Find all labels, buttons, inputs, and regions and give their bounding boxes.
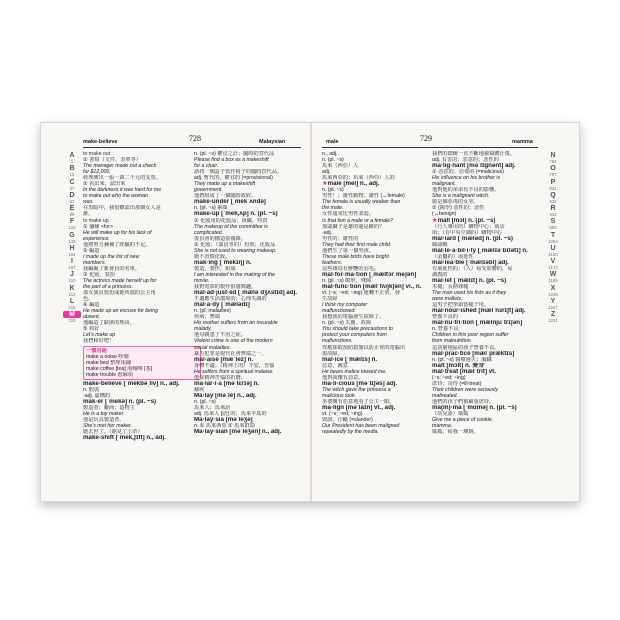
entry-text: 他母親患了不治之症。 — [194, 332, 246, 339]
entry-text: ① 惡意的；惡毒的 (=malicious) — [432, 169, 504, 176]
index-letter-y: Y — [550, 297, 556, 305]
index-letter-a: A — [69, 152, 75, 159]
entry-text: (~s; ~ed; ~ing) — [432, 374, 466, 381]
index-page-number: 1173 — [548, 265, 558, 270]
entry-text: Children in this poor region suffer — [432, 332, 509, 339]
entry-text: She is not used to wearing makeup. — [194, 247, 277, 254]
entry-text: She's met her maker. — [83, 423, 132, 430]
entry-text: They had their first male child. — [322, 241, 392, 248]
entry-text: n. (pl. ~s) — [194, 398, 216, 405]
entry-text: -adj. — [322, 229, 333, 236]
entry-text: 男性的；雄性的 — [322, 235, 359, 242]
entry-text: ma·lar·i·a [məˈlɛrɪə] n. — [194, 380, 260, 387]
left-letter-index — [63, 151, 81, 323]
entry-text: I made up the list of new — [83, 253, 140, 260]
entry-text: 這男子把拳頭當槌子用。 — [432, 302, 490, 309]
entry-text: 她去世了。（她見了上帝） — [83, 429, 143, 436]
definition-line — [83, 338, 201, 344]
entry-text: malady. — [194, 326, 212, 333]
entry-text: male [mel] n., adj. — [327, 181, 380, 188]
right-column-2 — [432, 151, 550, 435]
entry-text: for a chair. — [194, 163, 219, 170]
entry-text: the part of a princess. — [83, 284, 133, 291]
entry-text: 街；（有中央空調的）購物中心 — [432, 229, 503, 236]
index-page-number: 722 — [68, 318, 76, 323]
right-page-header — [312, 134, 581, 147]
entry-text: Our President has been maligned — [322, 423, 400, 430]
entry-text: ① 書寫（文件、表單等） — [83, 157, 141, 164]
entry-text: He is a toy maker. — [83, 410, 125, 417]
index-page-number: 784 — [549, 159, 557, 164]
entry-text: make-believe [ˈmekbəˌliv] n., adj. — [83, 380, 180, 387]
entry-text: adj. — [322, 169, 331, 176]
index-page-number: 89 — [69, 212, 75, 217]
entry-text: 身體不適；（精神上的）不安，苦惱 — [194, 362, 275, 369]
entry-text: repeatedly by the media. — [322, 429, 379, 436]
usage-box — [83, 346, 201, 380]
entry-text: make-under [ˌmekˈʌndə] — [194, 199, 266, 206]
entry-text: He made up an excuse for being — [83, 308, 158, 315]
entry-text: to make out — [83, 151, 111, 157]
entry-text: mal·a·dy [ˈmælədɪ] — [194, 302, 250, 309]
entry-text: n. (pl. ~s) — [322, 157, 344, 164]
entry-text: 經理開出一張一萬二千元的支票。 — [83, 175, 161, 182]
index-page-number: 925 — [549, 198, 557, 204]
entry-text: 生故障 — [322, 296, 338, 303]
entry-text: I think my computer — [322, 302, 368, 309]
entry-text: absent. — [83, 314, 101, 321]
entry-text: malt [mɔlt] n. 麥芽 — [432, 362, 485, 369]
entry-text: 他編造了缺席的理由。 — [83, 320, 135, 327]
entry-text: n. (pl. ~s) 權宜之計；臨時的替代品 — [194, 151, 275, 157]
index-page-number: 1094 — [548, 238, 558, 244]
index-letter-s: S — [550, 218, 556, 226]
entry-text: Let's make up — [83, 332, 116, 339]
usage-line: 一慣用語 — [86, 347, 107, 354]
right-page-number: 729 — [420, 134, 432, 143]
usage-line: make coffee [tea] 泡咖啡 [茶] — [86, 365, 153, 372]
entry-text: Violent crime is one of the modern — [194, 338, 273, 345]
entry-text: mal·lea·ble [ˈmælɪəbl] adj. — [432, 259, 509, 266]
index-page-number: 122 — [68, 225, 76, 231]
index-page-number: 1189 — [548, 278, 558, 284]
entry-text: 委員會的構造很複雜。 — [194, 235, 246, 242]
entry-text: members. — [83, 259, 107, 266]
left-guide-word: make-believe — [83, 139, 118, 145]
left-page-header — [41, 134, 310, 147]
entry-text: Ma·lay [məˈle] n., adj. — [194, 392, 257, 399]
entry-text: These male birds have bright — [322, 253, 389, 260]
entry-text: mak·ing [ˈmekɪŋ] n. — [194, 259, 252, 266]
entry-text: 調教的 — [432, 271, 448, 278]
index-letter-d: D — [69, 191, 75, 199]
entry-text: n., adj. — [322, 151, 338, 157]
entry-text: 木槌；長柄球槌 — [432, 284, 469, 291]
index-page-number: 164 — [68, 251, 76, 257]
entry-text: (↔benign) — [432, 211, 457, 218]
index-letter-q: Q — [550, 191, 556, 199]
left-page-number: 728 — [189, 134, 201, 143]
entry-text: were mallets. — [432, 296, 463, 303]
entry-text: 不適應生活環境的；心理失調的 — [194, 296, 267, 303]
index-letter-n: N — [550, 152, 556, 159]
entry-text: 那頭獅子是雄的還是雌的？ — [322, 223, 385, 230]
entry-text: ma·li·cious [məˈlɪʃəs] adj. — [322, 380, 398, 387]
entry-text: 請找一個盒子當作椅子的臨時替代品。 — [194, 169, 283, 176]
entry-text: 瘧疾 — [194, 386, 205, 393]
entry-text: n. (pl. ~s) 素顏 — [194, 205, 228, 212]
entry-text: ① 彌補 <for> — [83, 223, 114, 230]
entry-text: Please find a box as a makeshift — [194, 157, 269, 164]
entry-text: ma·lign [məˈlaɪn] vt., adj. — [322, 404, 396, 411]
entry-text: mal·nu·tri·tion [ˌmælnjuˈtrɪʃən] — [432, 320, 523, 327]
entry-text: 惡意，敵意 — [322, 362, 348, 369]
entry-text: maltreated. — [432, 392, 458, 399]
entry-text: 你應採取預防措施以防止你的電腦出 — [322, 344, 406, 351]
right-column-1 — [322, 151, 440, 435]
example-sentence — [322, 429, 440, 435]
index-letter-t: T — [550, 231, 556, 239]
index-page-number: 149 — [68, 238, 76, 244]
entry-text: experience. — [83, 235, 110, 242]
entry-text: Ma·lay·sia [məˈleʒə] — [194, 417, 253, 424]
index-page-number: 215 — [68, 304, 76, 310]
entry-text: mall [mɔl] n. (pl. ~s) — [437, 217, 496, 224]
entry-text: feathers. — [322, 259, 343, 266]
entry-text: 他們組成了一個臨時政府。 — [194, 193, 257, 200]
headword-entry — [83, 435, 201, 441]
usage-line: make bed 整理床鋪 — [86, 359, 131, 366]
entry-text: ③ 化妝、裝扮 — [83, 271, 116, 278]
index-page-number: 797 — [549, 172, 557, 178]
index-letter-x: X — [550, 284, 556, 292]
entry-text: malicious look. — [322, 392, 357, 399]
entry-text: n. (pl. ~s) 畸形，殘障 — [322, 277, 372, 284]
entry-text: They made up a makeshift — [194, 181, 256, 188]
right-page — [312, 123, 581, 501]
entry-text: 綠頭鴨 — [432, 241, 448, 248]
entry-text: government. — [194, 187, 223, 194]
entry-text: 我想我的電腦發生故障了。 — [322, 314, 385, 321]
entry-text: 她不習慣化妝。 — [194, 253, 231, 260]
entry-text: was. — [83, 199, 94, 206]
entry-text: make-shift [ˈmek,ʃɪft] n., adj. — [83, 435, 166, 442]
index-letter-f: F — [69, 218, 75, 226]
index-letter-h: H — [69, 244, 75, 252]
entry-text: 他受精神苦惱的折磨。 — [194, 374, 246, 381]
left-column-2 — [194, 151, 310, 435]
index-page-number: 210 — [68, 278, 76, 284]
entry-text: mal·prac·tice [mælˈpræktɪs] — [432, 350, 515, 357]
entry-text: social maladies. — [194, 344, 231, 351]
entry-text: 我編擬了新會員的名單。 — [83, 265, 141, 272]
entry-text: mal·let [ˈmælɪt] n. (pl. ~s) — [432, 277, 507, 284]
entry-text: 他對他的弟弟有不良的影響。 — [432, 187, 500, 194]
entry-text: 我對電影的製作很感興趣。 — [194, 284, 257, 291]
index-letter-i: I — [71, 258, 73, 265]
entry-text: The witch gave the princess a — [322, 386, 391, 393]
left-column-1 — [83, 151, 201, 441]
entry-text: 色。 — [83, 296, 94, 303]
entry-text: mal·treat [mælˈtrit] vt. — [432, 368, 496, 375]
entry-text: 他對我懷有惡意。 — [322, 374, 364, 381]
index-letter-b: B — [69, 165, 75, 173]
entry-text: mak·er [ˈmekə] n. (pl. ~s) — [83, 398, 157, 405]
entry-text: mal·aise [mæˈlez] n. — [194, 356, 254, 363]
right-guide-word-end: mamma — [512, 139, 533, 145]
index-letter-j: J — [70, 271, 74, 279]
entry-text: mal·le·a·bil·i·ty [ˌmælɪəˈbɪlətɪ] n. — [432, 247, 528, 254]
index-letter-r: R — [550, 205, 556, 212]
entry-text: The makeup of the committee is — [194, 223, 268, 230]
entry-text: for $12,000. — [83, 169, 111, 176]
entry-text: n. 營養不良 — [432, 326, 459, 333]
entry-text: 毀謗，汙衊 (=slander) — [322, 417, 373, 424]
entry-text: I am interested in the making of the — [194, 271, 276, 278]
entry-text: ② 看出來、認出來 — [83, 181, 126, 188]
entry-text: mal·ice [ˈmælɪs] n. — [322, 356, 378, 363]
entry-text: 他們生了第一個男孩。 — [322, 247, 374, 254]
right-header-rule — [322, 147, 538, 148]
entry-text: 她是個惡毒的女巫。 — [432, 199, 479, 206]
entry-text: 疾病；弊端 — [194, 314, 220, 321]
entry-text: 馬來西亞的；馬來（西亞）人的 — [322, 175, 395, 182]
index-letter-l: L — [69, 297, 75, 305]
entry-text: protect your computers from — [322, 332, 387, 339]
entry-text: mal·for·ma·tion [ˌmælfɔrˈmeʃən] — [322, 271, 417, 278]
index-page-number: 1231 — [548, 318, 558, 323]
entry-text: mal·lard [ˈmæləd] n. (pl. ~s) — [432, 235, 513, 242]
entry-text: ma·lig·nant [məˈlɪgnənt] adj. — [432, 163, 516, 170]
entry-text: His mother suffers from an incurable — [194, 320, 278, 327]
entry-text: the male. — [322, 205, 344, 212]
entry-text: complicated. — [194, 229, 224, 236]
entry-text: -adj. 虛構的 — [83, 392, 111, 399]
left-header-rule — [83, 147, 301, 148]
entry-text: The manager made out a check — [83, 163, 157, 170]
entry-text: 男性！；雄性動物，雄性 (↔female) — [322, 193, 405, 200]
right-letter-index — [544, 151, 562, 323]
entry-text: Their children were seriously — [432, 386, 499, 393]
index-page-number: 15 — [69, 172, 75, 178]
entry-text: 巫婆懷有惡意地看了公主一眼。 — [322, 398, 395, 405]
entry-text: 暴力犯罪是現代社會弊端之一。 — [194, 350, 267, 357]
entry-text: to make up — [83, 217, 109, 224]
definition-line — [432, 429, 550, 435]
entry-text: 他是玩具製造者。 — [83, 417, 125, 424]
index-page-number: 1227 — [548, 304, 558, 310]
entry-text: n. (pl. ~s) — [322, 187, 344, 194]
entry-text: malfunctioned. — [322, 308, 356, 315]
index-page-number: 831 — [549, 185, 557, 191]
index-page-number: 37 — [69, 185, 75, 191]
entry-text: adj. 有害的；惡意的；惡性的 — [432, 157, 499, 164]
entry-text: （金屬的）展延性 — [432, 253, 474, 260]
entry-text: She is a malignant witch. — [432, 193, 490, 200]
entry-text: n. ① 馬來西亞 ② 馬來群島 — [194, 423, 255, 430]
entry-text: mamma. — [432, 423, 453, 430]
entry-text: 誰。 — [83, 211, 94, 218]
open-dictionary-book — [40, 122, 580, 502]
index-letter-m: M — [63, 311, 81, 318]
index-letter-o: O — [550, 165, 556, 173]
key-word-star-icon: ★ — [322, 181, 328, 188]
entry-text: ② 化妝；（演員等的）扮裝；化妝品 — [194, 241, 276, 248]
entry-text: adj. 暫代的，權宜的 (=provisional) — [194, 175, 273, 182]
usage-line: make a noise 吵鬧 — [86, 353, 129, 360]
entry-text: 我們的總統一直不斷地被媒體汙蔑。 — [432, 151, 516, 157]
entry-text: You should take precautions to — [322, 326, 393, 333]
entry-text: from malnutrition. — [432, 338, 473, 345]
entry-text: 他們的孩子們被嚴重虐待。 — [432, 398, 495, 405]
index-letter-u: U — [550, 244, 556, 252]
entry-text: His influence on his brother is — [432, 175, 501, 182]
entry-text: The female is usually weaker than — [322, 199, 401, 206]
entry-text: to make out who the woman — [83, 193, 148, 200]
entry-text: movie. — [194, 277, 210, 284]
entry-text: ma(m)·ma [ˈmɑmə] n. (pl. ~s) — [432, 404, 517, 411]
index-letter-e: E — [69, 205, 75, 212]
entry-text: In the darkness it was hard for me — [83, 187, 162, 194]
entry-text: vi. (~s; ~ed; ~ing) 運轉不正常，發 — [322, 290, 400, 297]
entry-text: （行人專用的）購物中心；商店 — [432, 223, 505, 230]
index-page-number: 67 — [69, 198, 75, 204]
entry-text: 他將努力彌補了經驗的不足。 — [83, 241, 151, 248]
entry-text: He will make up for his lack of — [83, 229, 152, 236]
entry-text: ② 編造 — [83, 247, 100, 254]
index-page-number: 982 — [549, 225, 557, 231]
entry-text: n. (pl. ~s) 失靈，故障 — [322, 320, 372, 327]
entry-text: 現故障。 — [322, 350, 343, 357]
entry-text: （幼兒語）媽媽 — [432, 411, 469, 418]
entry-text: n. (pl. ~s) 醫療過失；瀆職 — [432, 356, 492, 363]
index-page-number: 1225 — [548, 291, 558, 297]
index-page-number: 933 — [549, 212, 557, 217]
entry-text: Give me a piece of cookie, — [432, 417, 494, 424]
index-page-number: 1 — [70, 159, 74, 164]
usage-line: make trouble 惹麻煩 — [86, 371, 133, 378]
index-letter-w: W — [549, 271, 557, 279]
index-letter-z: Z — [550, 311, 556, 318]
entry-text: The man used his fists as if they — [432, 290, 507, 297]
index-page-number: 1150 — [548, 251, 558, 257]
left-guide-word-end: Malaysian — [259, 139, 286, 145]
entry-text: 營養不良的 — [432, 314, 458, 321]
entry-text: 女性通常比男性柔弱。 — [322, 211, 374, 218]
entry-text: ② (醫學) 惡性的；惡性 — [432, 205, 485, 212]
entry-text: mal·ad·just·ed [ˌmæləˈdʒʌstɪd] adj. — [194, 290, 298, 297]
index-letter-v: V — [550, 258, 556, 265]
index-letter-k: K — [69, 284, 75, 292]
entry-text: 馬來人；馬來語 — [194, 404, 231, 411]
index-letter-p: P — [550, 178, 556, 186]
entry-text: 在黑暗中，我很難認出那個女人是 — [83, 205, 161, 212]
entry-text: vt. (~s; ~ed; ~ing) — [322, 411, 363, 418]
entry-text: mal·nour·ished [mælˈnɜrɪʃt] adj. — [432, 308, 526, 315]
entry-text: make-up [ˈmek,ʌp] n. (pl. ~s) — [194, 211, 278, 218]
index-letter-c: C — [69, 178, 75, 186]
entry-text: Is that lion a male or a female? — [322, 217, 393, 224]
entry-text: He bears malice toward me. — [322, 368, 387, 375]
entry-text: ⑤ 和好 — [83, 326, 100, 333]
entry-text: 製造，製作，組成 — [194, 265, 236, 272]
entry-text: 媽媽，給我一塊餅。 — [432, 429, 479, 436]
index-page-number: 187 — [68, 265, 76, 270]
entry-text: 虐待；苛待 (=ill-treat) — [432, 380, 482, 387]
entry-text: malfunctions. — [322, 338, 353, 345]
entry-text: n. (pl. maladies) — [194, 308, 231, 315]
entry-text: malignant. — [432, 181, 456, 188]
entry-text: 這貧窮地區的孩子營養不良。 — [432, 344, 500, 351]
index-letter-g: G — [69, 231, 75, 239]
entry-text: n. 假裝 — [83, 386, 100, 393]
entry-text: He suffers from a spiritual malaise. — [194, 368, 274, 375]
left-page — [41, 123, 310, 501]
entry-text: 這些雄鳥有鮮艷的羽毛。 — [322, 265, 380, 272]
right-guide-word: male — [326, 139, 339, 145]
entry-text: ④ 編造 — [83, 302, 100, 309]
entry-text: 馬來（西亞）人 — [322, 163, 359, 170]
entry-text: 製造者；廠商；造物主 — [83, 404, 135, 411]
entry-text: The actress made herself up for — [83, 277, 157, 284]
headword-entry — [194, 429, 310, 435]
entry-text: 有展延性的；（人）易受影響的，易 — [432, 265, 513, 272]
entry-text: ① 化妝用的化妝品；組織，特質 — [194, 217, 268, 224]
index-page-number: 212 — [68, 291, 76, 297]
key-word-star-icon: ★ — [432, 217, 438, 224]
entry-text: Ma·lay·sian [məˈleʒən] n., adj. — [194, 429, 282, 436]
entry-text: mal·func·tion [mælˈfʌŋkʃən] vi., n. — [322, 284, 422, 291]
entry-text: adj. 馬來人 [語] 的；馬來半島的 — [194, 411, 267, 418]
entry-text: 我們和好吧！ — [83, 338, 115, 345]
entry-text: 那女演員裝扮成她所演的公主角 — [83, 290, 156, 297]
